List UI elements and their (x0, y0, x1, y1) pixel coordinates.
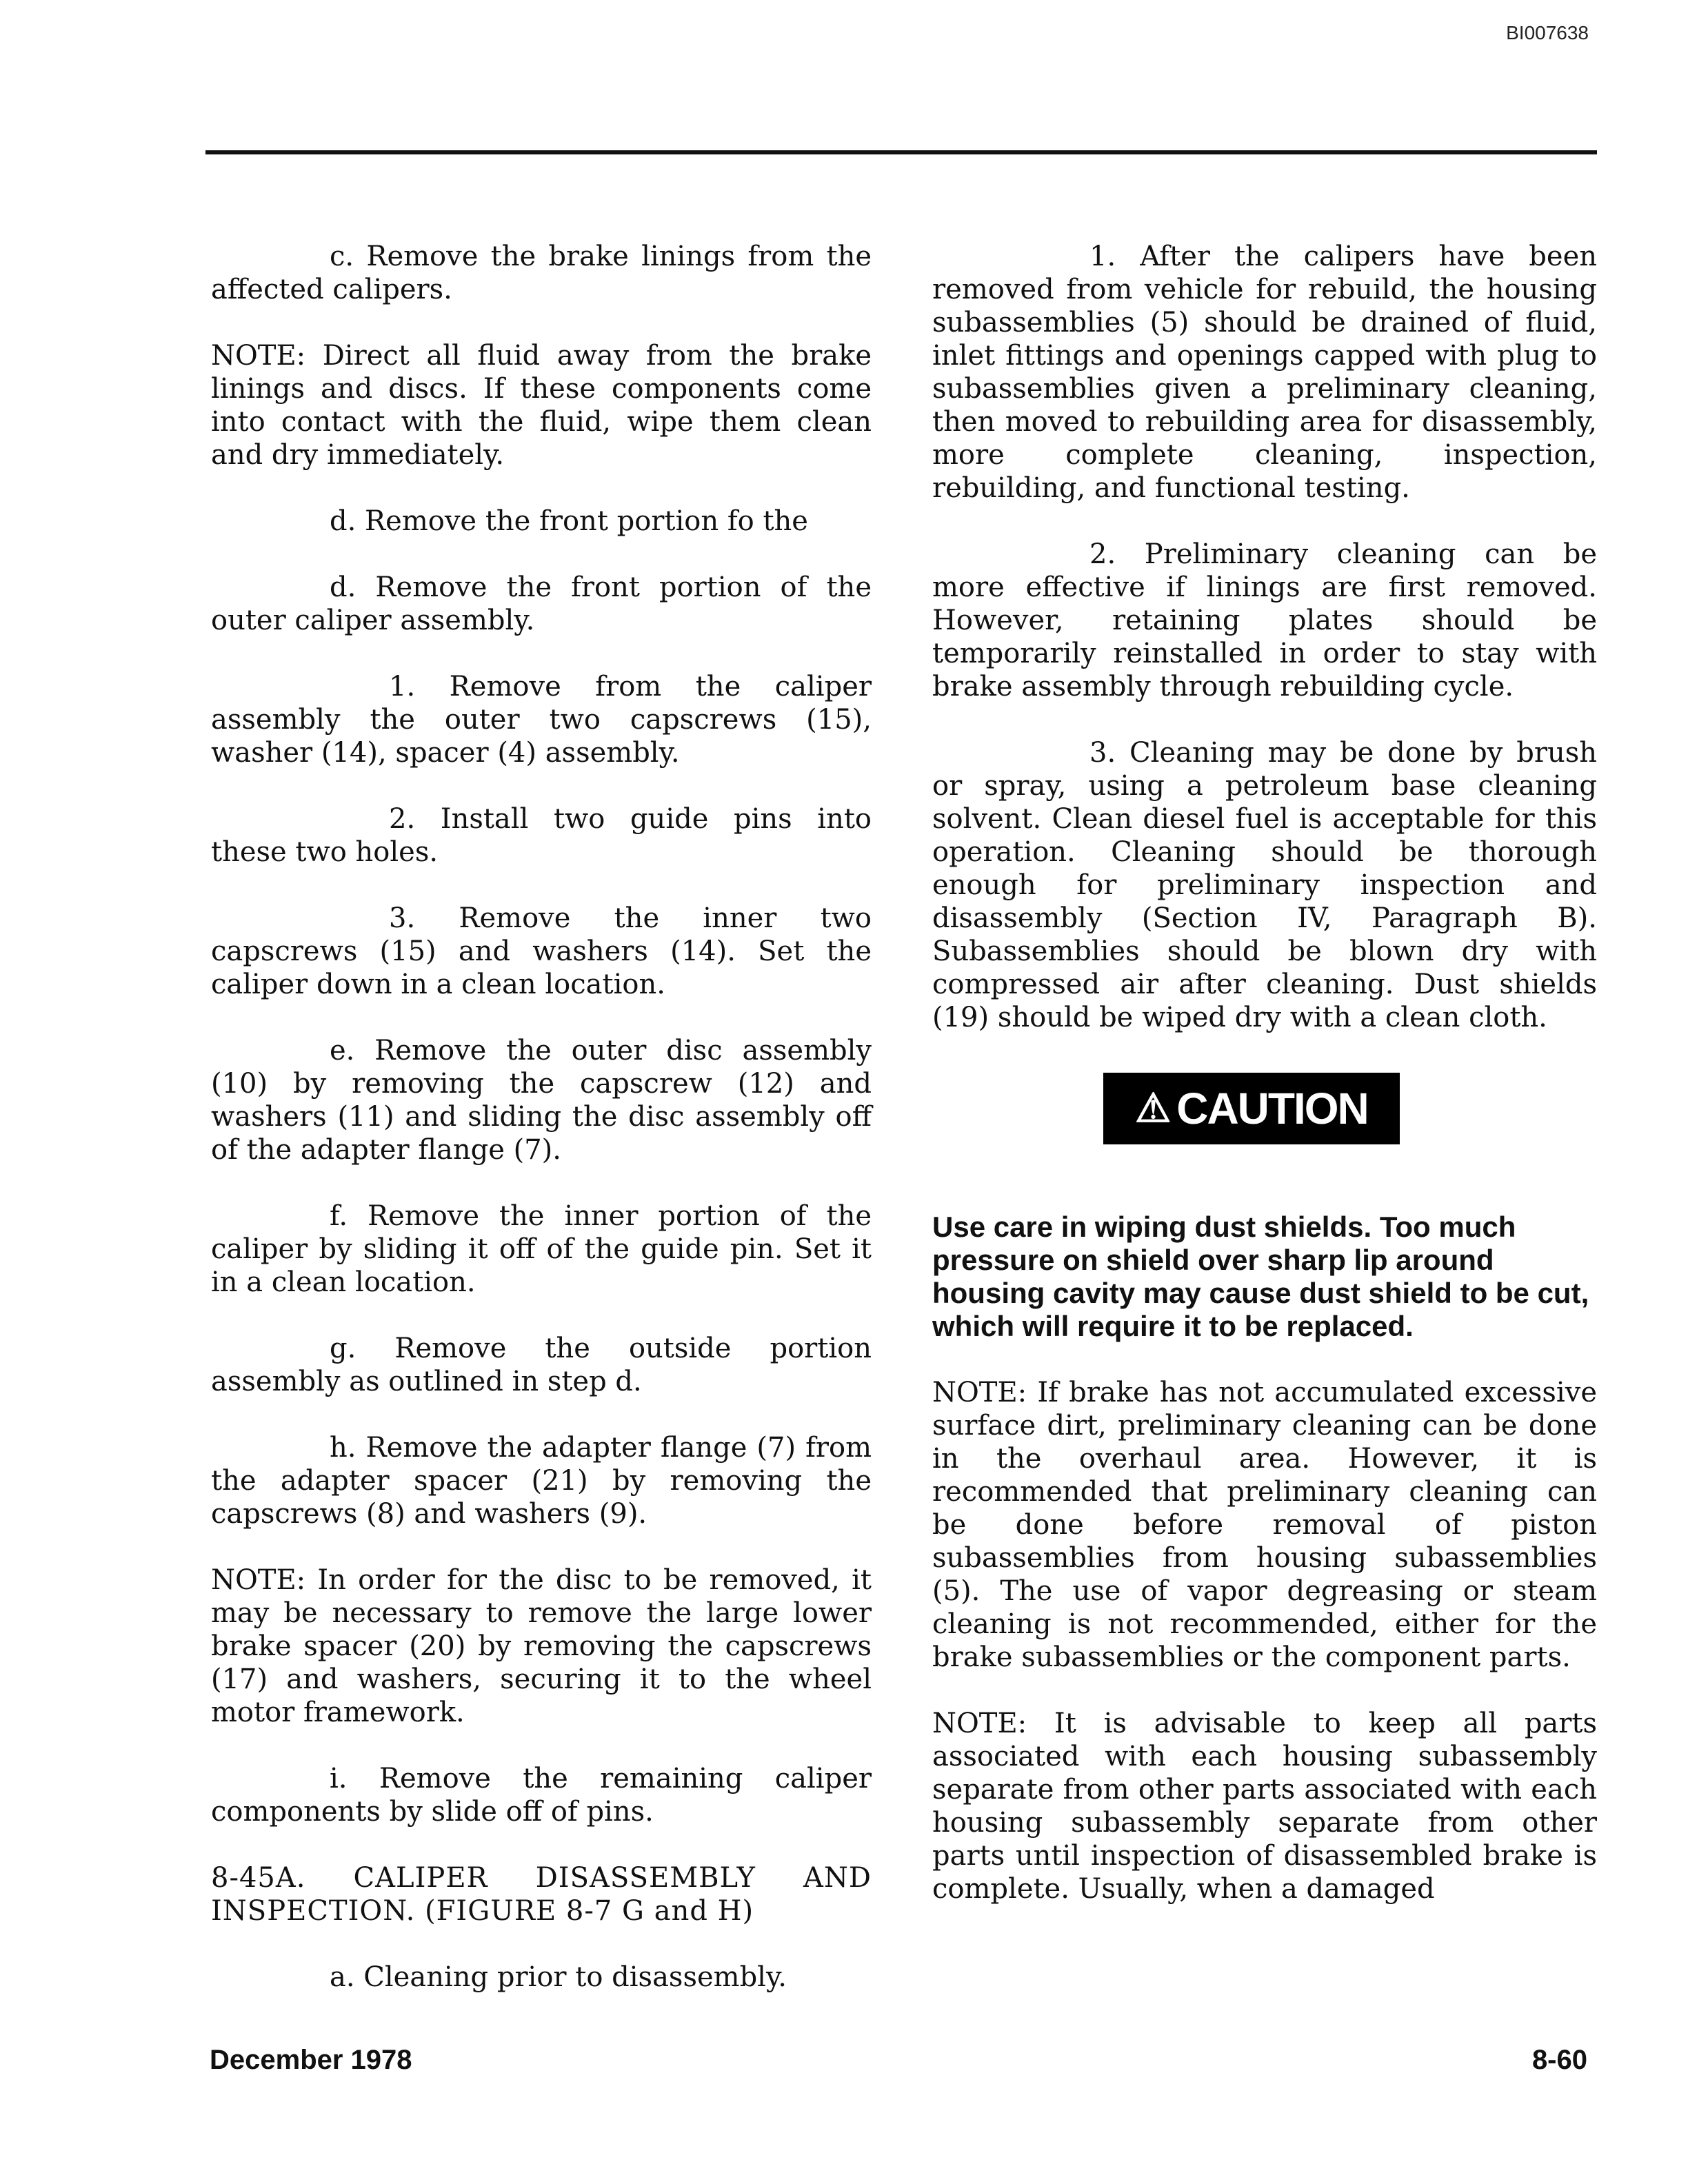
note-surface-dirt: NOTE: If brake has not accumulated excessive surface dirt, preliminary cleaning can be done in the overhaul area. However, it is recommended that preliminary cleaning can be done before removal of piston subassemblies from housing subassemblies (5). The use of vapor degreasing or steam cleaning is not recommended, either for the brake subassemblies or the component parts. (932, 1377, 1597, 1673)
caution-text: Use care in wiping dust shields. Too much pressure on shield over sharp lip around housing cavity may cause dust shield to be cut, which will require it to be replaced. (932, 1211, 1589, 1342)
step-d: d. Remove the front portion of the outer caliper assembly. (211, 572, 872, 636)
caution-block (932, 1073, 1597, 1211)
step-h: h. Remove the adapter flange (7) from the adapter spacer (21) by removing the capscrews (8) and washers (9). (211, 1432, 872, 1530)
note-fluid: NOTE: Direct all fluid away from the brake linings and discs. If these components come into contact with the fluid, wipe them clean and dry immediately. (211, 340, 872, 471)
right-column (932, 240, 1597, 1939)
step-c: c. Remove the brake linings from the affected calipers. (211, 241, 872, 305)
step-f: f. Remove the inner portion of the caliper by sliding it off of the guide pin. Set it in a clean location. (211, 1200, 872, 1298)
caution-label-text: CAUTION (1176, 1084, 1368, 1133)
step-d-1: 1. Remove from the caliper assembly the outer two capscrews (15), washer (14), spacer (4) assembly. (211, 671, 872, 769)
note-disc: NOTE: In order for the disc to be removed, it may be necessary to remove the large lower brake spacer (20) by removing the capscrews (17) and washers, securing it to the wheel motor framework. (211, 1564, 872, 1728)
section-heading: 8-45A. CALIPER DISASSEMBLY AND INSPECTION. (FIGURE 8-7 G and H) (211, 1862, 872, 1927)
footer-date: December 1978 (210, 2045, 412, 2075)
step-g: g. Remove the outside portion assembly as outlined in step d. (211, 1333, 872, 1397)
step-e: e. Remove the outer disc assembly (10) by removing the capscrew (12) and washers (11) and sliding the disc assembly off of the adapter flange (7). (211, 1035, 872, 1166)
step-a: a. Cleaning prior to disassembly. (330, 1961, 787, 1993)
header-rule (205, 150, 907, 154)
warning-triangle-icon: ⚠ (1135, 1086, 1170, 1131)
header-rule-right (907, 150, 1597, 154)
step-d-duplicate: d. Remove the front portion fo the (330, 505, 808, 537)
page-number: 8-60 (1531, 2045, 1587, 2075)
step-d-3: 3. Remove the inner two capscrews (15) and washers (14). Set the caliper down in a clean location. (211, 902, 872, 1000)
step-a-2: 2. Preliminary cleaning can be more effective if linings are first removed. However, retaining plates should be temporarily reinstalled in order to stay with brake assembly through rebuilding cycle. (932, 538, 1597, 702)
step-d-2: 2. Install two guide pins into these two holes. (211, 803, 872, 868)
step-i: i. Remove the remaining caliper components by slide off of pins. (211, 1763, 872, 1828)
step-a-3: 3. Cleaning may be done by brush or spray, using a petroleum base cleaning solvent. Clean diesel fuel is acceptable for this operation. Cleaning should be thorough enough for preliminary inspection and disassembly (Section IV, Paragraph B). Subassemblies should be blown dry with compressed air after cleaning. Dust shields (19) should be wiped dry with a clean cloth. (932, 737, 1597, 1033)
document-id: BI007638 (1506, 22, 1589, 43)
step-a-1: 1. After the calipers have been removed from vehicle for rebuild, the housing subassemblies (5) should be drained of fluid, inlet fittings and openings capped with plug to subassemblies given a preliminary cleaning, then moved to rebuilding area for disassembly, more complete cleaning, inspection, rebuilding, and functional testing. (932, 241, 1597, 504)
caution-label (1103, 1073, 1400, 1144)
left-column (211, 240, 872, 2027)
note-keep-parts: NOTE: It is advisable to keep all parts associated with each housing subassembly separate from other parts associated with each housing subassembly separate from other parts until inspection of disassembled brake is complete. Usually, when a damaged (932, 1708, 1597, 1905)
